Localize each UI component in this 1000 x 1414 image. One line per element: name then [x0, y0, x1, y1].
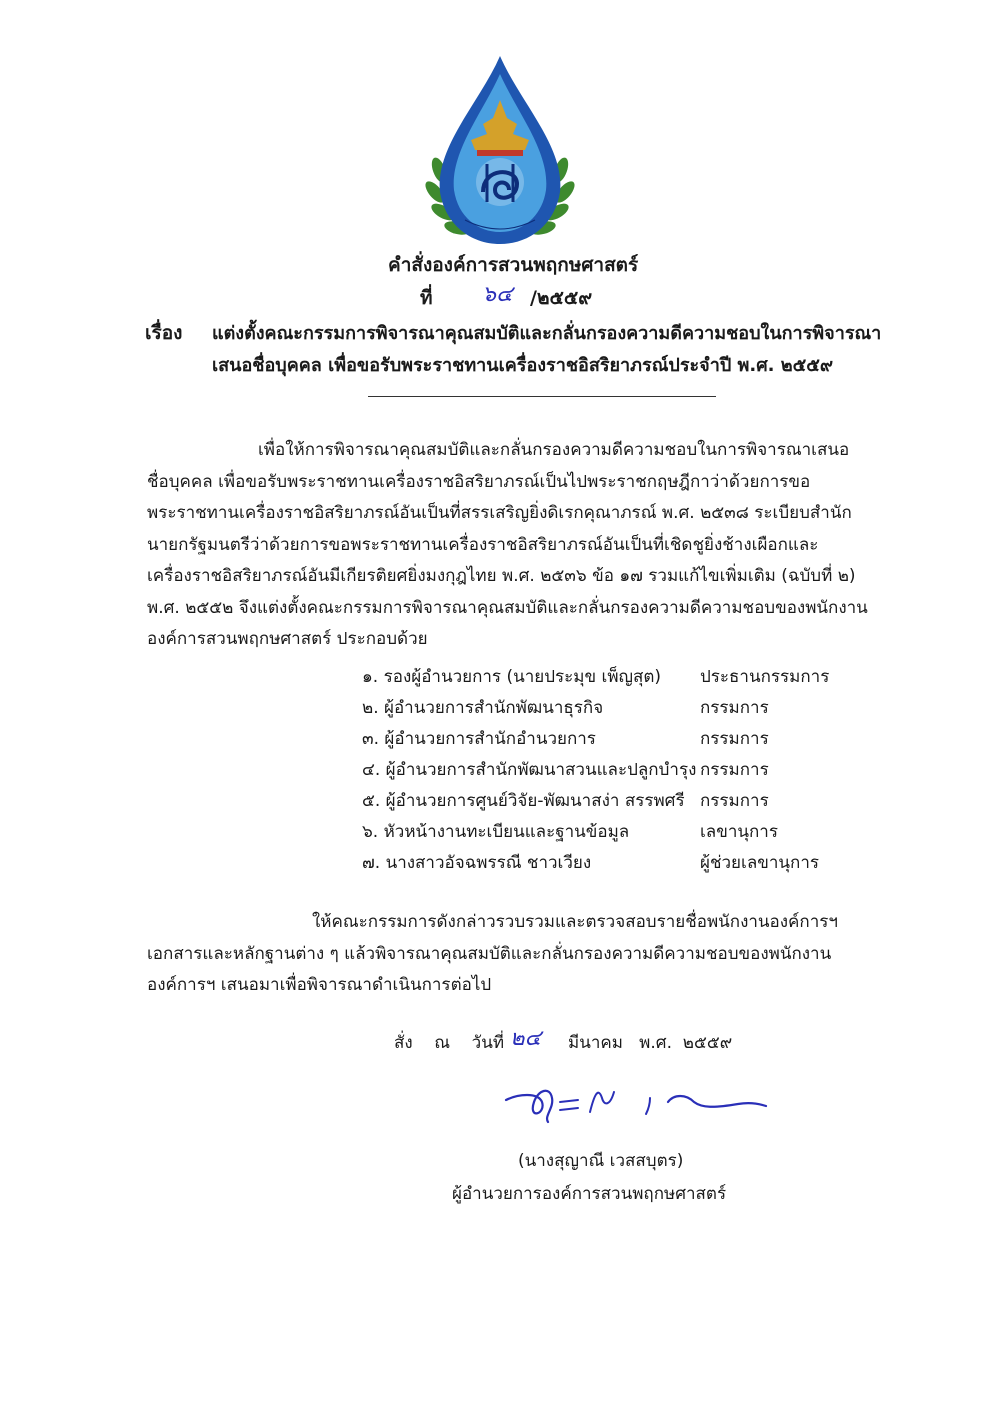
member-name: ๔. ผู้อำนวยการสำนักพัฒนาสวนและปลูกบำรุง [362, 760, 697, 780]
signatory-name: (นางสุญาณี เวสสบุตร) [518, 1151, 684, 1171]
paragraph-1-line: นายกรัฐมนตรีว่าด้วยการขอพระราชทานเครื่องราชอิสริยาภรณ์อันเป็นที่เชิดชูยิ่งช้างเผือกและ [147, 535, 819, 555]
organization-emblem [425, 52, 575, 250]
member-role: กรรมการ [700, 698, 769, 718]
order-number-suffix: /๒๕๕๙ [530, 287, 593, 309]
paragraph-1-line: เครื่องราชอิสริยาภรณ์อันมีเกียรติยศยิ่งมงกุฎไทย พ.ศ. ๒๕๓๖ ข้อ ๑๗ รวมแก้ไขเพิ่มเติม (ฉบับที่ ๒) [147, 566, 856, 586]
member-role: กรรมการ [700, 760, 769, 780]
divider [368, 396, 716, 397]
order-number-label: ที่ [420, 287, 433, 309]
member-name: ๓. ผู้อำนวยการสำนักอำนวยการ [362, 729, 596, 749]
member-name: ๗. นางสาวอัจฉพรรณี ชาวเวียง [362, 853, 592, 873]
signature-icon [498, 1072, 768, 1132]
order-date-rest: มีนาคม พ.ศ. ๒๕๕๙ [568, 1033, 733, 1053]
order-number-handwritten: ๖๔ [482, 282, 513, 307]
member-name: ๕. ผู้อำนวยการศูนย์วิจัย-พัฒนาสง่า สรรพศรี [362, 791, 685, 811]
signatory-position: ผู้อำนวยการองค์การสวนพฤกษศาสตร์ [452, 1184, 727, 1204]
paragraph-1-line: องค์การสวนพฤกษศาสตร์ ประกอบด้วย [147, 629, 428, 649]
member-role: กรรมการ [700, 791, 769, 811]
member-name: ๖. หัวหน้างานทะเบียนและฐานข้อมูล [362, 822, 630, 842]
order-date-day-handwritten: ๒๔ [510, 1026, 542, 1051]
subject-line-2: เสนอชื่อบุคคล เพื่อขอรับพระราชทานเครื่องราชอิสริยาภรณ์ประจำปี พ.ศ. ๒๕๕๙ [212, 355, 834, 376]
paragraph-1-line: เพื่อให้การพิจารณาคุณสมบัติและกลั่นกรองความดีความชอบในการพิจารณาเสนอ [258, 440, 850, 460]
member-role: ผู้ช่วยเลขานุการ [700, 853, 819, 873]
paragraph-2-line: องค์การฯ เสนอมาเพื่อพิจารณาดำเนินการต่อไป [147, 975, 492, 995]
member-role: ประธานกรรมการ [700, 667, 830, 687]
member-role: กรรมการ [700, 729, 769, 749]
subject-line-1: แต่งตั้งคณะกรรมการพิจารณาคุณสมบัติและกลั่นกรองความดีความชอบในการพิจารณา [212, 323, 882, 344]
paragraph-1-line: พระราชทานเครื่องราชอิสริยาภรณ์อันเป็นที่สรรเสริญยิ่งดิเรกคุณาภรณ์ พ.ศ. ๒๕๓๘ ระเบียบสำนัก [147, 503, 852, 523]
member-role: เลขานุการ [700, 822, 778, 842]
paragraph-1-line: ชื่อบุคคล เพื่อขอรับพระราชทานเครื่องราชอิสริยาภรณ์เป็นไปพระราชกฤษฎีกาว่าด้วยการขอ [147, 472, 811, 492]
subject-label: เรื่อง [145, 322, 183, 344]
handwritten-signature [498, 1072, 768, 1132]
paragraph-2-line: ให้คณะกรรมการดังกล่าวรวบรวมและตรวจสอบรายชื่อพนักงานองค์การฯ [312, 912, 838, 932]
paragraph-2-line: เอกสารและหลักฐานต่าง ๆ แล้วพิจารณาคุณสมบัติและกลั่นกรองความดีความชอบของพนักงาน [147, 944, 832, 964]
member-name: ๑. รองผู้อำนวยการ (นายประมุข เพ็ญสุต) [362, 667, 662, 687]
member-name: ๒. ผู้อำนวยการสำนักพัฒนาธุรกิจ [362, 698, 604, 718]
emblem-drop-icon [425, 52, 575, 250]
order-date-prefix: สั่ง ณ วันที่ [394, 1033, 505, 1053]
paragraph-1-line: พ.ศ. ๒๕๕๒ จึงแต่งตั้งคณะกรรมการพิจารณาคุณสมบัติและกลั่นกรองความดีความชอบของพนักงาน [147, 598, 868, 618]
document-title: คำสั่งองค์การสวนพฤกษศาสตร์ [388, 254, 639, 276]
